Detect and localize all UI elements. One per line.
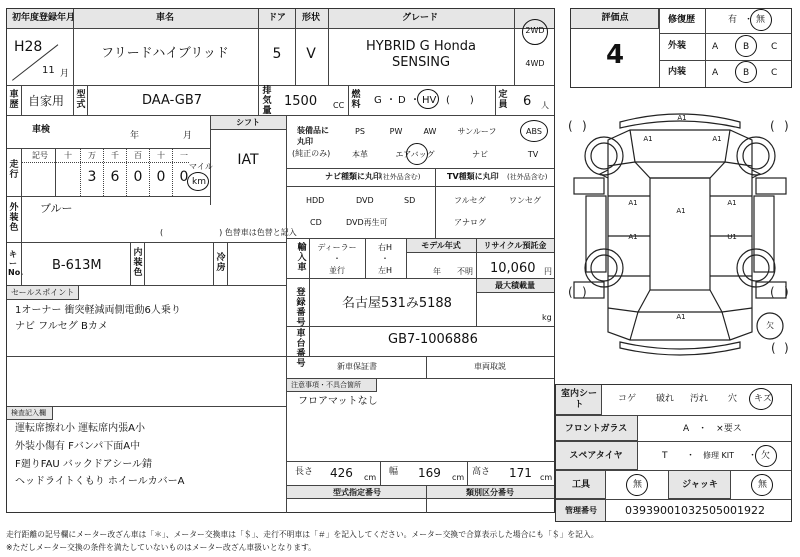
km-circle [187,172,209,191]
tv-title: TV種類に丸印 [447,172,499,181]
import-dealer: ディーラー [317,243,357,252]
inspector-line3: F廻りFAU バックドアシール錆 [15,459,153,470]
tv-fullseg: フルセグ [454,196,486,205]
kei-label: 車歴 [9,90,19,110]
length-label: 長さ [295,467,314,477]
import-dot1: ・ [333,254,341,263]
interior-c: C [771,68,778,78]
repair-none: 無 [756,15,766,25]
equip-sunroof: サンルーフ [457,127,497,136]
shift-label: シフト [236,118,260,127]
navi-hdd: HDD [306,196,325,205]
color-label: 外装色 [9,203,19,233]
fuel-other: ( ) [446,95,474,106]
spare-dot1: ・ [686,451,696,461]
notes-value: フロアマットなし [298,396,378,407]
unit-man: 万 [88,151,96,160]
equip-label-2: 丸印 [297,137,313,146]
equip-label-1: 装備品に [297,126,329,135]
spare-missing-circle [755,445,777,467]
drive-2wd-circle [522,19,548,45]
equip-abs: ABS [526,127,542,136]
interior-color-label: 内装色 [133,248,143,278]
recycle-amount: 10,060 [490,261,536,276]
vehicle-manual: 車両取説 [474,362,506,371]
equip-airbag: エアバッグ [395,150,435,159]
spare-dot2: ・ [748,451,758,461]
exterior-a: A [712,42,719,52]
seat-kizu: キズ [754,394,772,404]
use-value: 自家用 [27,94,65,108]
unit-sen: 千 [111,151,119,160]
svg-text:(: ( [770,119,775,133]
height-unit: cm [540,473,553,482]
jack-circle [751,474,773,496]
chassis-label: 車台番号 [296,329,306,369]
tv-analog: アナログ [454,218,486,227]
tools-value: 無 [633,480,643,490]
fuel-dot1: ・ [386,95,396,106]
damage-front-left: A1 [643,135,653,143]
inspection-year: 年 [130,131,140,141]
first-reg-header: 初年度登録年月 [12,13,76,23]
grade-line2: SENSING [391,55,451,70]
width-value: 169 [418,466,441,480]
damage-left-door: A1 [628,199,638,207]
kigo-label: 記号 [32,151,48,160]
model-year-unit: 年 [433,267,441,276]
damage-right-door: A1 [727,199,737,207]
windshield-label: フロントガラス [564,424,628,434]
sales-line2: ナビ フルセグ Bカメ [15,321,108,332]
windshield-value: A ・ ×要ス [683,424,742,434]
tv-oneseg: ワンセグ [509,196,541,205]
navi-sub: (社外品含む) [380,173,421,181]
fuel-d: D [398,95,406,106]
score-label: 評価点 [601,13,629,23]
door-header: ドア [268,13,286,23]
svg-text:(: ( [568,285,573,299]
interior-b: B [743,68,750,78]
mgmt-label: 管理番号 [565,506,597,515]
navi-cd: CD [310,218,322,227]
damage-front-bumper: A1 [677,114,687,122]
key-value: B-613M [52,258,102,273]
inspection-month: 月 [183,131,193,141]
seat-koge: コゲ [618,394,637,404]
model-year-unknown: 不明 [457,267,473,276]
new-car-warranty: 新車保証書 [337,362,377,371]
unit-ten-man: 十 [64,151,72,160]
sales-line1: 1オーナー 衝突軽減両側電動6人乗り [15,305,181,316]
mileage-digit-3: 0 [133,169,143,185]
reg-month: 11 [42,65,55,76]
svg-text:): ) [784,119,789,133]
spare-missing: 欠 [761,451,771,461]
car-name-value: フリードハイブリッド [101,46,229,61]
svg-text:(: ( [770,285,775,299]
length-unit: cm [364,473,377,482]
exterior-label: 外装 [668,41,687,51]
spare-label: スペアタイヤ [569,451,623,461]
damage-front-right: A1 [712,135,722,143]
sales-label: セールスポイント [11,288,75,297]
equip-pw: PW [389,127,403,136]
km-label: km [192,177,206,187]
capacity-value: 6 [523,94,532,109]
spare-t: T [662,451,668,461]
abs-circle [520,120,548,142]
svg-text:): ) [784,341,789,355]
footer-line1: 走行距離の記号欄にメーター改ざん車は「＊」、メーター交換車は「＄」、走行不明車は「＃」を記入してください。メーター交換で合算表示した場合にも「＄」を記入。 [6,530,599,539]
navi-title: ナビ種類に丸印 [325,172,381,181]
notes-label: 注意事項・不具合箇所 [291,381,361,389]
damage-rear: A1 [676,313,686,321]
import-right-h: 右H [377,243,393,252]
footer-line2: ※ただしメーター交換の条件を満たしていないものはメーター改ざん車扱いとなります。 [6,543,316,552]
model-label: 型式 [76,90,86,110]
svg-text:(: ( [568,119,573,133]
import-left-h: 左H [377,266,393,275]
designation-label: 型式指定番号 [333,488,381,497]
inspector-line2: 外装小傷有 Fバンパ下面A中 [15,441,141,452]
registration-label: 登録番号 [296,288,306,328]
airbag-circle [406,143,428,165]
mileage-digit-5: 0 [179,169,189,185]
fuel-hv: HV [422,95,437,106]
equip-navi: ナビ [472,150,488,159]
repair-none-circle [750,9,772,31]
navi-dvd: DVD [356,196,374,205]
max-load-label: 最大積載量 [495,281,535,290]
damage-roof: A1 [676,207,686,215]
car-name-header: 車名 [155,13,175,23]
jack-label: ジャッキ [682,480,718,490]
unit-hyaku: 百 [134,151,142,160]
exterior-c: C [771,42,778,52]
seat-yogore: 汚れ [690,394,709,404]
svg-text:): ) [784,285,789,299]
import-label: 輸入車 [297,243,307,273]
inspector-line1: 運転席擦れ小 運転席内張A小 [15,423,146,434]
exterior-b-circle [735,35,757,57]
repair-dot: ・ [744,15,754,25]
car-diagram [560,100,795,370]
inspection-label: 車検 [32,125,51,135]
capacity-label: 定員 [498,90,508,110]
seat-ana: 穴 [728,394,738,404]
mileage-digit-2: 6 [110,169,120,185]
damage-right-rear: U1 [727,233,737,241]
drive-4wd: 4WD [525,59,545,68]
seat-kizu-circle [749,388,773,410]
model-year-label: モデル年式 [421,241,461,250]
damage-left-rear: A1 [628,233,638,241]
fuel-hv-circle [417,89,439,109]
width-unit: cm [452,473,465,482]
reg-month-unit: 月 [60,69,70,79]
mgmt-value: 03939001032505001922 [625,504,765,517]
reg-year: H28 [14,39,43,55]
color-note: ( ) 色替車は色替と記入 [160,228,297,237]
door-value: 5 [272,46,282,62]
equip-tv: TV [527,150,539,159]
spare-missing-mark: 欠 [766,321,774,330]
width-label: 幅 [389,467,399,477]
chassis-value: GB7-1006886 [388,332,478,347]
equip-ps: PS [355,127,365,136]
interior-label: 内装 [668,67,687,77]
tools-label: 工具 [571,480,591,490]
fuel-dot2: ・ [410,95,420,106]
drive-2wd: 2WD [525,26,545,35]
import-parallel: 並行 [329,266,345,275]
repair-label: 修復歴 [668,15,696,25]
import-dot2: ・ [381,254,389,263]
interior-b-circle [735,61,757,83]
model-value: DAA-GB7 [141,93,203,108]
key-label: キーNo. [8,250,24,277]
registration-value: 名古屋531み5188 [342,296,452,311]
mileage-label: 走行 [9,160,19,180]
height-value: 171 [509,466,532,480]
fuel-g: G [374,95,382,106]
recycle-label: リサイクル預託金 [483,241,547,250]
category-label: 類別区分番号 [466,488,514,497]
inspector-line4: ヘッドライトくもり ホイールカバーA [15,476,185,487]
kg-unit: kg [542,313,552,322]
persons-unit: 人 [541,101,549,110]
navi-dvd-play: DVD再生可 [346,218,388,227]
mileage-digit-4: 0 [156,169,166,185]
fuel-label: 燃料 [351,90,361,110]
equip-leather: 本革 [352,150,368,159]
mile-label: マイル [189,162,213,171]
repair-yes: 有 [728,15,738,25]
cc-unit: CC [333,101,345,110]
equip-label-3: (純正のみ) [292,149,331,158]
seat-yabure: 破れ [656,394,675,404]
svg-text:): ) [582,119,587,133]
height-label: 高さ [472,467,491,477]
displacement-value: 1500 [284,94,318,109]
ac-label: 冷房 [216,253,226,273]
grade-line1: HYBRID G Honda [365,39,477,54]
shape-header: 形状 [301,13,321,23]
score-value: 4 [605,40,625,70]
equip-aw: AW [423,127,437,136]
length-value: 426 [330,466,353,480]
yen-unit: 円 [544,267,552,276]
shape-value: V [306,46,316,62]
inspector-label: 検査記入欄 [11,409,46,417]
shift-value: IAT [237,152,259,168]
grade-header: グレード [401,13,439,23]
tools-circle [626,474,648,496]
exterior-b: B [743,42,750,52]
spare-kit: 修理 KIT [703,451,735,460]
svg-text:(: ( [771,341,776,355]
color-value: ブルー [40,202,73,215]
tv-sub: (社外品含む) [507,173,548,181]
unit-juu: 十 [157,151,165,160]
displacement-label: 排気量 [262,86,272,116]
svg-text:): ) [582,285,587,299]
seat-label-1: 室内シート [561,389,598,410]
navi-sd: SD [404,196,416,205]
jack-value: 無 [758,480,768,490]
unit-ichi: 一 [180,151,188,160]
mileage-digit-1: 3 [87,169,97,185]
interior-a: A [712,68,719,78]
